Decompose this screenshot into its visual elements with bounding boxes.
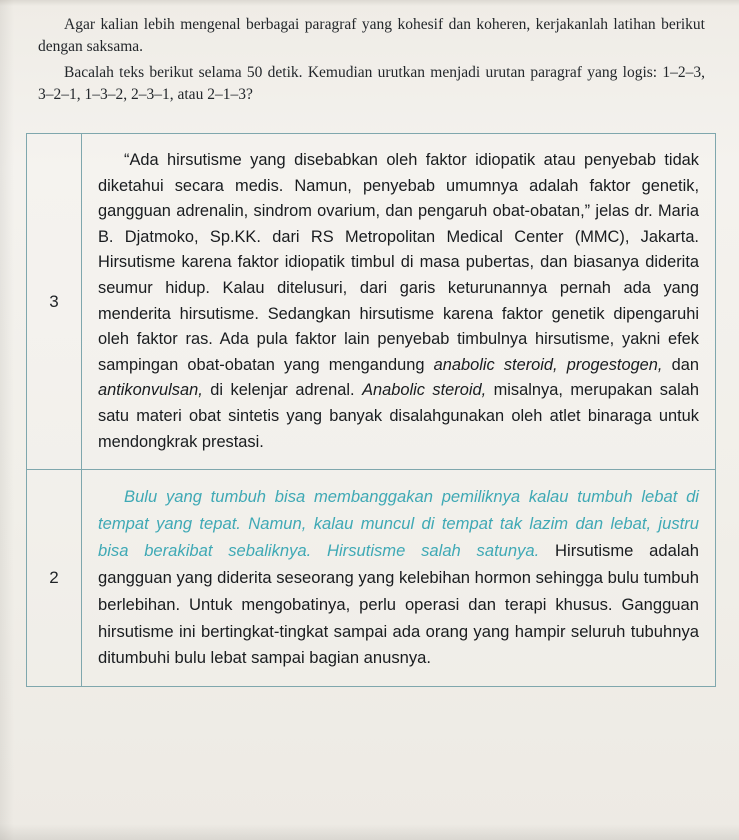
paragraph-italic-2: antikonvulsan, [98,381,203,400]
paragraph-text [98,148,699,455]
paragraph-italic-1: anabolic steroid, progestogen, [433,355,663,374]
page-bottom-shadow [0,824,739,840]
highlighted-sentence: Bulu yang tumbuh bisa membanggakan pemiliknya kalau tumbuh lebat di tempat yang tepat. Namun, kalau muncul di tempat tak lazim dan lebat, justru bisa berakibat sebaliknya. Hirsutisme salah satunya. [98,487,699,560]
paragraph-part-4: misalnya, merupakan salah satu materi obat sintetis yang banyak disalahgunakan oleh atlet binaraga untuk mendongkrak prestasi. [98,381,699,451]
paragraph-part-1: “Ada hirsutisme yang disebabkan oleh faktor idiopatik atau penyebab tidak diketahui secara medis. Namun, penyebab umumnya adalah faktor genetik, gangguan adrenalin, sindrom ovarium, dan pengaruh obat-obatan,” jelas dr. Maria B. Djatmoko, Sp.KK. dari RS Metropolitan Medical Center (MMC), Jakarta. Hirsutisme karena faktor idiopatik timbul di masa pubertas, dan biasanya diderita seumur hidup. Kalau ditelusuri, dari garis keturunannya pernah ada yang menderita hirsutisme. Sedangkan hirsutisme karena faktor genetik dipengaruhi oleh faktor ras. Ada pula faktor lain penyebab timbulnya hirsutisme, yakni efek sampingan obat-obatan yang mengandung [98,151,699,374]
table-row [27,134,715,469]
instruction-line-2 [38,62,705,106]
row-number-cell: 2 [27,470,82,686]
row-number-cell: 3 [27,134,82,469]
paragraph-table [26,133,716,687]
paragraph-italic-3: Anabolic steroid, [362,381,487,400]
instruction-line-1: Agar kalian lebih mengenal berbagai paragraf yang kohesif dan koheren, kerjakanlah latihan berikut dengan saksama. [38,16,705,55]
page-top-edge [0,0,739,6]
paragraph-cell-2 [82,470,715,686]
instructions-block [0,0,739,106]
sequence-options: 1–2–3, 3–2–1, 1–3–2, 2–3–1, atau 2–1–3? [38,64,705,103]
paragraph-part-2: dan [662,355,699,374]
paragraph-cell-3 [82,134,715,469]
page-left-shadow [0,0,14,840]
table-row [27,469,715,686]
instruction-line-2-text: Bacalah teks berikut selama 50 detik. Kemudian urutkan menjadi urutan paragraf yang logis: [64,64,663,81]
paragraph-part-1: Hirsutisme adalah gangguan yang diderita seseorang yang kelebihan hormon sehingga bulu tumbuh berlebihan. Untuk mengobatinya, perlu operasi dan terapi khusus. Gangguan hirsutisme ini bertingkat-tingkat sampai ada orang yang hampir seluruh tubuhnya ditumbuhi bulu lebat sampai bagian anusnya. [98,540,699,668]
paragraph-part-3: di kelenjar adrenal. [202,381,363,400]
paragraph-text [98,484,699,672]
